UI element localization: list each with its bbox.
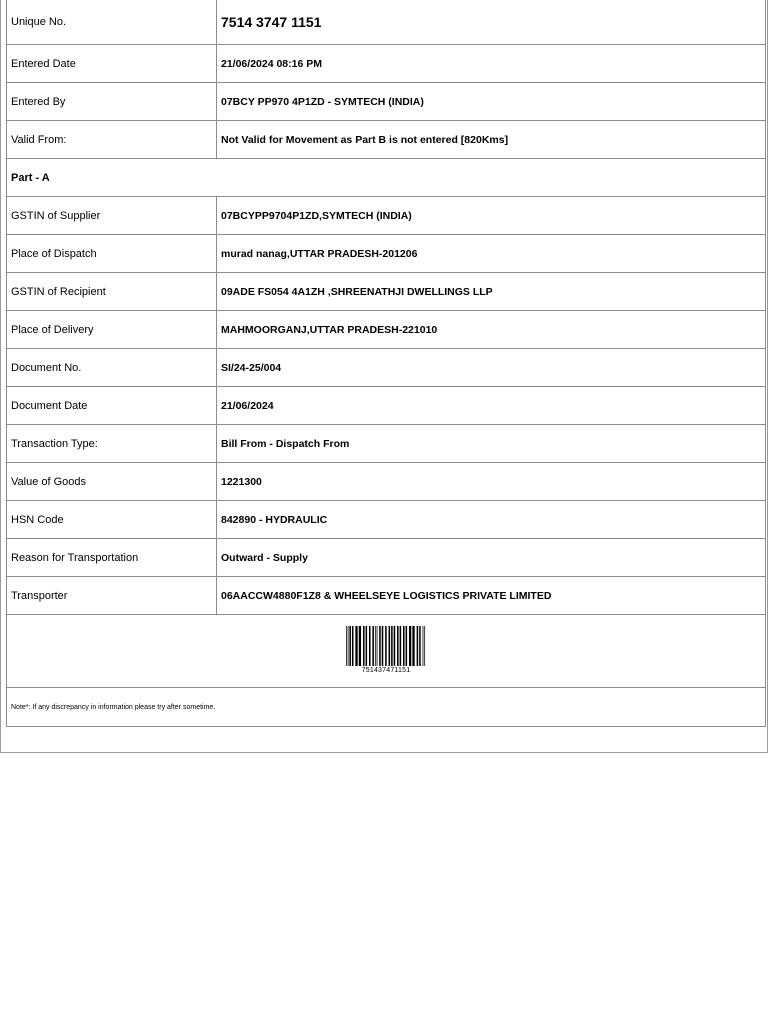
table-row <box>7 463 766 501</box>
place-of-dispatch-label: Place of Dispatch <box>7 235 217 273</box>
reason-for-transportation-label: Reason for Transportation <box>7 539 217 577</box>
barcode <box>346 626 426 674</box>
note-text: Note*: If any discrepancy in information please try after sometime. <box>7 688 766 727</box>
barcode-bar <box>349 626 351 666</box>
table-row <box>7 349 766 387</box>
document-date-value: 21/06/2024 <box>217 387 766 425</box>
gstin-supplier-label: GSTIN of Supplier <box>7 197 217 235</box>
barcode-bar <box>406 626 408 666</box>
reason-for-transportation-value: Outward - Supply <box>217 539 766 577</box>
barcode-bar <box>391 626 393 666</box>
barcode-bar <box>359 626 361 666</box>
barcode-bar <box>412 626 414 666</box>
barcode-bar <box>348 626 349 666</box>
place-of-dispatch-value: murad nanag,UTTAR PRADESH-201206 <box>217 235 766 273</box>
table-row <box>7 615 766 688</box>
entered-date-value: 21/06/2024 08:16 PM <box>217 45 766 83</box>
place-of-delivery-value: MAHMOORGANJ,UTTAR PRADESH-221010 <box>217 311 766 349</box>
barcode-bar <box>389 626 391 666</box>
barcode-bar <box>400 626 402 666</box>
table-row <box>7 83 766 121</box>
table-row <box>7 425 766 463</box>
valid-from-value: Not Valid for Movement as Part B is not entered [820Kms] <box>217 121 766 159</box>
barcode-bar <box>409 626 411 666</box>
table-row <box>7 387 766 425</box>
hsn-code-label: HSN Code <box>7 501 217 539</box>
part-a-heading: Part - A <box>7 159 766 197</box>
transaction-type-label: Transaction Type: <box>7 425 217 463</box>
barcode-bar <box>403 626 405 666</box>
barcode-bar <box>363 626 365 666</box>
table-row <box>7 159 766 197</box>
e-way-bill-table <box>6 0 766 727</box>
barcode-icon <box>346 626 426 666</box>
document-no-value: SI/24-25/004 <box>217 349 766 387</box>
value-of-goods-label: Value of Goods <box>7 463 217 501</box>
barcode-cell <box>7 615 766 688</box>
barcode-bar <box>372 626 374 666</box>
gstin-recipient-label: GSTIN of Recipient <box>7 273 217 311</box>
entered-date-label: Entered Date <box>7 45 217 83</box>
barcode-bar <box>417 626 419 666</box>
barcode-digits: 751437471151 <box>361 666 411 674</box>
transporter-label: Transporter <box>7 577 217 615</box>
barcode-bar <box>423 626 424 666</box>
table-row <box>7 273 766 311</box>
value-of-goods-value: 1221300 <box>217 463 766 501</box>
table-row <box>7 311 766 349</box>
table-row <box>7 197 766 235</box>
barcode-bar <box>346 626 347 666</box>
table-row <box>7 235 766 273</box>
gstin-recipient-value: 09ADE FS054 4A1ZH ,SHREENATHJI DWELLINGS LLP <box>217 273 766 311</box>
unique-no-value: 7514 3747 1151 <box>217 0 766 45</box>
gstin-supplier-value: 07BCYPP9704P1ZD,SYMTECH (INDIA) <box>217 197 766 235</box>
barcode-bar <box>355 626 357 666</box>
entered-by-value: 07BCY PP970 4P1ZD - SYMTECH (INDIA) <box>217 83 766 121</box>
barcode-bar <box>366 626 368 666</box>
hsn-code-value: 842890 - HYDRAULIC <box>217 501 766 539</box>
table-row <box>7 577 766 615</box>
transporter-value: 06AACCW4880F1Z8 & WHEELSEYE LOGISTICS PRIVATE LIMITED <box>217 577 766 615</box>
barcode-bar <box>352 626 354 666</box>
table-row <box>7 688 766 727</box>
barcode-bar <box>369 626 371 666</box>
barcode-bar <box>379 626 381 666</box>
barcode-bar <box>385 626 387 666</box>
document-date-label: Document Date <box>7 387 217 425</box>
unique-no-label: Unique No. <box>7 0 217 45</box>
table-row <box>7 501 766 539</box>
table-row <box>7 45 766 83</box>
barcode-bar <box>394 626 396 666</box>
document-no-label: Document No. <box>7 349 217 387</box>
table-row <box>7 539 766 577</box>
barcode-bar <box>419 626 421 666</box>
valid-from-label: Valid From: <box>7 121 217 159</box>
barcode-bar <box>375 626 376 666</box>
barcode-bar <box>397 626 399 666</box>
table-row <box>7 0 766 45</box>
table-row <box>7 121 766 159</box>
barcode-bar <box>377 626 378 666</box>
entered-by-label: Entered By <box>7 83 217 121</box>
barcode-bar <box>424 626 425 666</box>
barcode-bar <box>382 626 384 666</box>
transaction-type-value: Bill From - Dispatch From <box>217 425 766 463</box>
place-of-delivery-label: Place of Delivery <box>7 311 217 349</box>
